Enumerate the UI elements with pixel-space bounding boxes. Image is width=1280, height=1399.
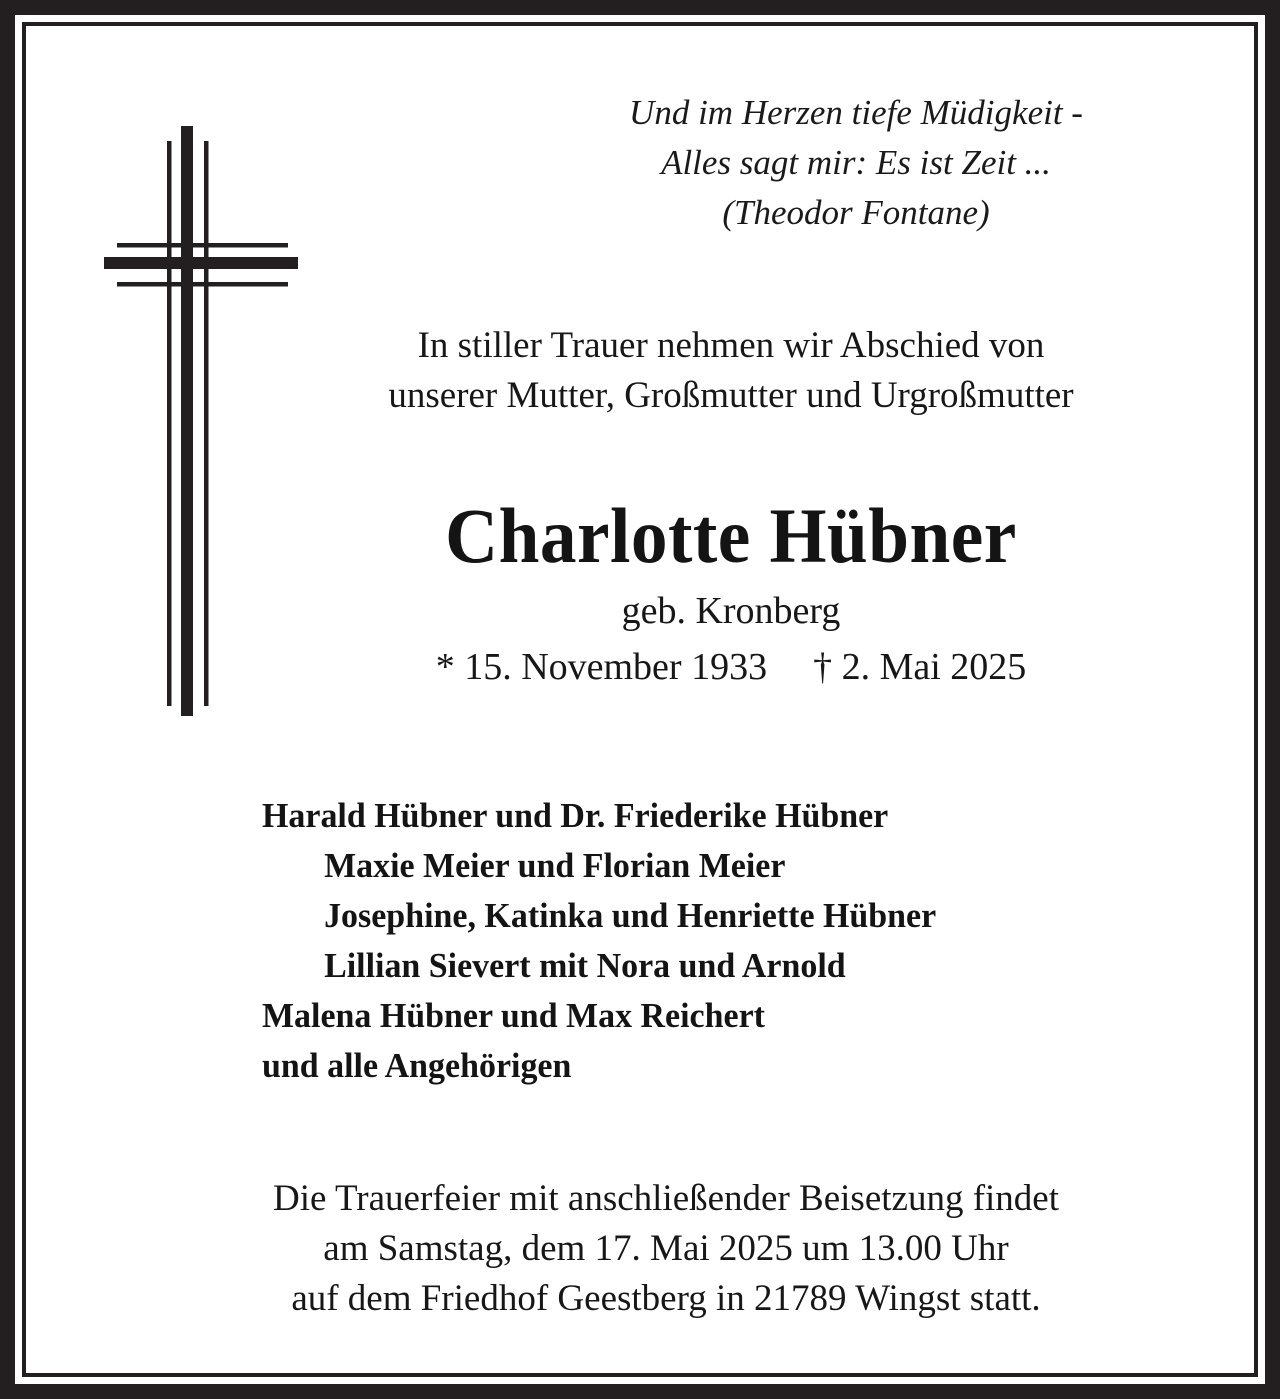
survivor-line: Maxie Meier und Florian Meier — [324, 846, 786, 885]
intro-line-1: In stiller Trauer nehmen wir Abschied von — [417, 325, 1045, 366]
frame-white-gap — [15, 15, 1265, 1384]
deceased-name: Charlotte Hübner — [445, 492, 1017, 579]
ceremony-line-3: auf dem Friedhof Geestberg in 21789 Wingst statt. — [291, 1278, 1041, 1319]
quote-line-2: Alles sagt mir: Es ist Zeit ... — [661, 143, 1051, 182]
survivors-list — [262, 791, 1222, 1091]
frame-inner-rule — [22, 22, 1258, 1377]
deceased-maiden-name: geb. Kronberg — [621, 590, 841, 632]
quote-line-1: Und im Herzen tiefe Müdigkeit - — [629, 93, 1083, 132]
ceremony-line-1: Die Trauerfeier mit anschließender Beisetzung findet — [273, 1178, 1059, 1219]
deceased-details — [236, 493, 1226, 690]
death-date: † 2. Mai 2025 — [813, 646, 1027, 688]
survivor-line: Lillian Sievert mit Nora und Arnold — [324, 946, 846, 985]
survivor-line: und alle Angehörigen — [262, 1046, 572, 1085]
mourning-intro — [236, 321, 1226, 421]
quote-attribution: (Theodor Fontane) — [722, 193, 990, 232]
survivor-line: Malena Hübner und Max Reichert — [262, 996, 765, 1035]
intro-line-2: unserer Mutter, Großmutter und Urgroßmutter — [388, 375, 1074, 416]
life-dates — [236, 644, 1226, 690]
survivor-line: Josephine, Katinka und Henriette Hübner — [324, 896, 937, 935]
birth-date: * 15. November 1933 — [435, 646, 768, 688]
memorial-quote — [496, 88, 1216, 238]
ceremony-line-2: am Samstag, dem 17. Mai 2025 um 13.00 Uhr — [323, 1228, 1009, 1269]
survivor-line: Harald Hübner und Dr. Friederike Hübner — [262, 796, 889, 835]
obituary-content-area — [26, 26, 1254, 1373]
funeral-details — [121, 1174, 1211, 1324]
